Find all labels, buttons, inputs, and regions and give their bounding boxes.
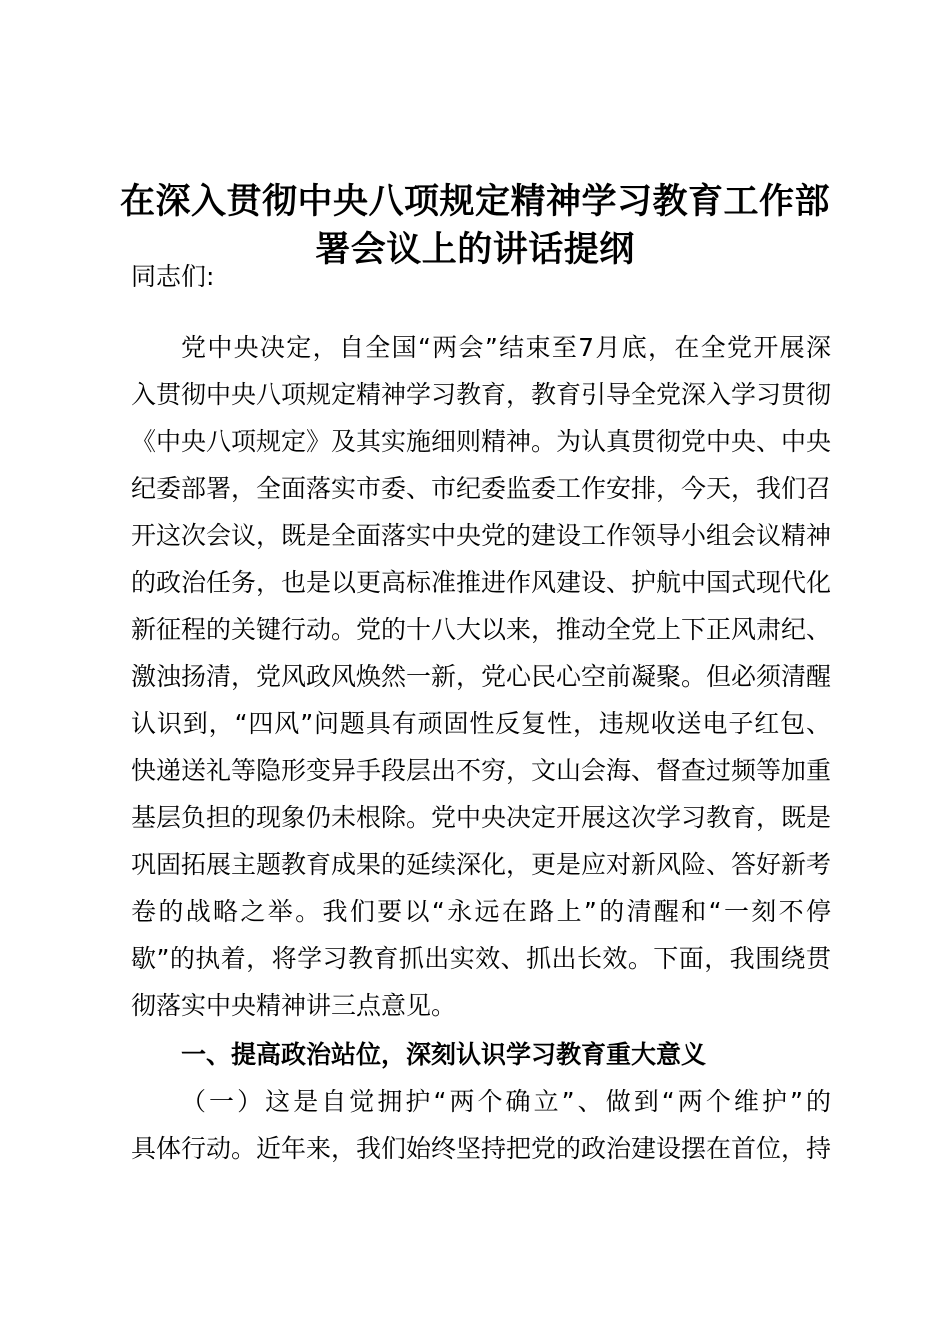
paragraph-line: 巩固拓展主题教育成果的延续深化，更是应对新风险、答好新考	[131, 850, 832, 879]
paragraph-line: 彻落实中央精神讲三点意见。	[131, 991, 457, 1020]
document-title: 在深入贯彻中央八项规定精神学习教育工作部署会议上的讲话提纲	[120, 181, 831, 270]
paragraph-line: 快递送礼等隐形变异手段层出不穷，文山会海、督查过频等加重	[131, 756, 832, 785]
paragraph-line: 《中央八项规定》及其实施细则精神。为认真贯彻党中央、中央	[131, 427, 832, 456]
paragraph-line: 歇”的执着，将学习教育抓出实效、抓出长效。下面，我围绕贯	[131, 944, 831, 973]
paragraph-line: 认识到，“四风”问题具有顽固性反复性，违规收送电子红包、	[131, 709, 831, 738]
paragraph-line: 的政治任务，也是以更高标准推进作风建设、护航中国式现代化	[131, 568, 832, 597]
paragraph-line: 激浊扬清，党风政风焕然一新，党心民心空前凝聚。但必须清醒	[131, 662, 832, 691]
paragraph-line: 卷的战略之举。我们要以“永远在路上”的清醒和“一刻不停	[131, 897, 831, 926]
paragraph-line: 基层负担的现象仍未根除。党中央决定开展这次学习教育，既是	[131, 803, 832, 832]
paragraph-line: （一）这是自觉拥护“两个确立”、做到“两个维护”的	[181, 1087, 831, 1116]
paragraph-line: 党中央决定，自全国“两会”结束至7月底，在全党开展深	[181, 333, 831, 362]
paragraph-line: 纪委部署，全面落实市委、市纪委监委工作安排，今天，我们召	[131, 474, 832, 503]
paragraph-line: 开这次会议，既是全面落实中央党的建设工作领导小组会议精神	[131, 521, 832, 550]
section-heading: 一、提高政治站位，深刻认识学习教育重大意义	[181, 1040, 707, 1069]
paragraph-line: 新征程的关键行动。党的十八大以来，推动全党上下正风肃纪、	[131, 615, 832, 644]
salutation: 同志们:	[131, 262, 215, 291]
paragraph-line: 具体行动。近年来，我们始终坚持把党的政治建设摆在首位，持	[131, 1134, 832, 1163]
paragraph-line: 入贯彻中央八项规定精神学习教育，教育引导全党深入学习贯彻	[131, 380, 832, 409]
